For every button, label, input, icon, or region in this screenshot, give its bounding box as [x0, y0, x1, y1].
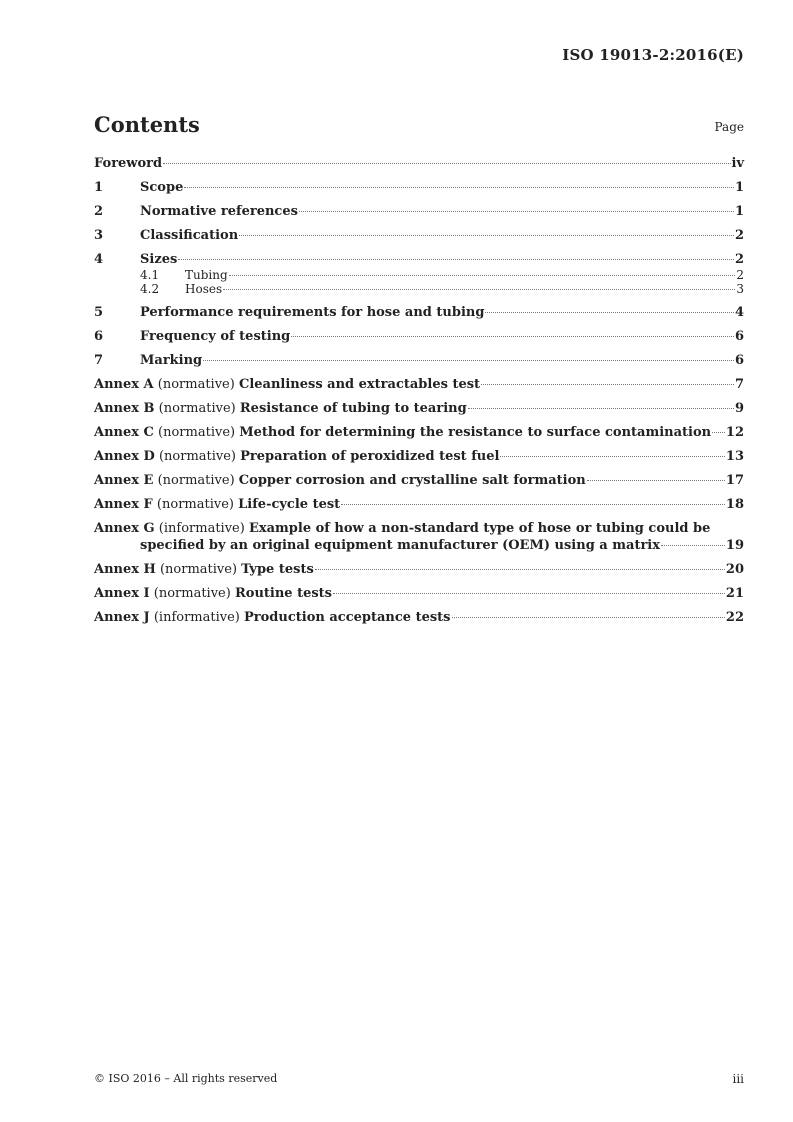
toc-annex-j[interactable] [94, 609, 744, 626]
toc-entry-page: 18 [725, 497, 744, 512]
toc-entry-page: 7 [734, 377, 744, 392]
toc-annex-c[interactable] [94, 424, 744, 441]
dot-leader [178, 259, 734, 260]
toc-annex-g[interactable] [94, 520, 744, 554]
toc-entry-page: 3 [736, 282, 744, 296]
toc-entry-title: Performance requirements for hose and tubing [140, 305, 485, 320]
dot-leader [229, 275, 736, 276]
toc-entry-title: Scope [140, 180, 184, 195]
dot-leader [485, 312, 734, 313]
dot-leader [481, 384, 734, 385]
toc-annex-i[interactable] [94, 585, 744, 602]
toc-entry-number: 2 [94, 204, 104, 219]
toc-annex-d[interactable] [94, 448, 744, 465]
toc-entry-title: Frequency of testing [140, 329, 291, 344]
toc-entry-frequency-of-testing[interactable] [94, 328, 744, 345]
toc-entry-page: 9 [734, 401, 744, 416]
toc-entry-title: specified by an original equipment manufacturer (OEM) using a matrix [140, 538, 660, 553]
dot-leader [452, 617, 725, 618]
toc-entry-page: 4 [734, 305, 744, 320]
dot-leader [203, 360, 734, 361]
page-column-label: Page [714, 120, 744, 134]
dot-leader [184, 187, 734, 188]
dot-leader [587, 480, 725, 481]
dot-leader [299, 211, 734, 212]
toc-entry-number: 6 [94, 329, 104, 344]
table-of-contents [94, 155, 744, 626]
toc-entry-page: 1 [734, 180, 744, 195]
toc-entry-scope[interactable] [94, 179, 744, 196]
dot-leader [341, 504, 725, 505]
dot-leader [712, 432, 725, 433]
dot-leader [468, 408, 734, 409]
toc-entry-title: Annex H (normative) Type tests [94, 562, 314, 577]
toc-entry-title-line: Annex G (informative) Example of how a non-standard type of hose or tubing could be [94, 521, 711, 536]
contents-header [94, 112, 744, 136]
toc-entry-number: 4.2 [140, 282, 160, 296]
toc-entry-page: 13 [725, 449, 744, 464]
toc-entry-classification[interactable] [94, 227, 744, 244]
toc-entry-title: Tubing [185, 268, 228, 282]
toc-entry-title: Foreword [94, 156, 163, 171]
toc-entry-page: 19 [725, 538, 744, 553]
toc-entry-number: 1 [94, 180, 104, 195]
contents-title: Contents [94, 112, 200, 137]
toc-entry-page: 2 [734, 228, 744, 243]
toc-entry-title: Hoses [185, 282, 223, 296]
toc-entry-page: 17 [725, 473, 744, 488]
toc-entry-number: 4 [94, 252, 104, 267]
toc-annex-b[interactable] [94, 400, 744, 417]
toc-entry-number: 7 [94, 353, 104, 368]
toc-entry-title: Annex J (informative) Production acceptance tests [94, 610, 451, 625]
toc-subentry-hoses[interactable] [94, 282, 744, 296]
toc-entry-number: 4.1 [140, 268, 160, 282]
toc-entry-title: Annex A (normative) Cleanliness and extractables test [94, 377, 481, 392]
toc-entry-title: Sizes [140, 252, 178, 267]
toc-entry-title: Annex I (normative) Routine tests [94, 586, 333, 601]
dot-leader [661, 545, 725, 546]
toc-entry-title: Annex E (normative) Copper corrosion and crystalline salt formation [94, 473, 586, 488]
dot-leader [239, 235, 734, 236]
toc-annex-h[interactable] [94, 561, 744, 578]
toc-entry-title: Annex D (normative) Preparation of peroxidized test fuel [94, 449, 500, 464]
toc-entry-page: 21 [725, 586, 744, 601]
toc-entry-page: 12 [725, 425, 744, 440]
toc-entry-title: Normative references [140, 204, 298, 219]
document-id: ISO 19013-2:2016(E) [562, 46, 744, 64]
toc-entry-number: 3 [94, 228, 104, 243]
toc-entry-foreword[interactable] [94, 155, 744, 172]
toc-entry-number: 5 [94, 305, 104, 320]
footer-copyright: © ISO 2016 – All rights reserved [94, 1072, 278, 1085]
footer-page-number: iii [732, 1072, 744, 1086]
dot-leader [223, 289, 735, 290]
dot-leader [333, 593, 725, 594]
dot-leader [500, 456, 724, 457]
toc-entry-page: 6 [734, 353, 744, 368]
toc-entry-normative-references[interactable] [94, 203, 744, 220]
toc-entry-page: iv [731, 156, 744, 171]
toc-annex-e[interactable] [94, 472, 744, 489]
toc-entry-performance-requirements[interactable] [94, 304, 744, 321]
toc-entry-page: 1 [734, 204, 744, 219]
toc-entry-title: Annex F (normative) Life-cycle test [94, 497, 341, 512]
dot-leader [163, 163, 730, 164]
dot-leader [315, 569, 725, 570]
toc-entry-page: 22 [725, 610, 744, 625]
toc-annex-f[interactable] [94, 496, 744, 513]
toc-entry-title-continuation [94, 537, 744, 554]
toc-subentry-tubing[interactable] [94, 268, 744, 282]
toc-entry-page: 20 [725, 562, 744, 577]
dot-leader [291, 336, 734, 337]
toc-entry-page: 6 [734, 329, 744, 344]
toc-entry-title: Classification [140, 228, 239, 243]
toc-annex-a[interactable] [94, 376, 744, 393]
toc-entry-sizes[interactable] [94, 251, 744, 268]
toc-entry-title: Annex B (normative) Resistance of tubing to tearing [94, 401, 467, 416]
toc-entry-page: 2 [734, 252, 744, 267]
toc-entry-title: Annex C (normative) Method for determining the resistance to surface contamination [94, 425, 712, 440]
toc-entry-page: 2 [736, 268, 744, 282]
toc-entry-title: Marking [140, 353, 203, 368]
toc-entry-marking[interactable] [94, 352, 744, 369]
